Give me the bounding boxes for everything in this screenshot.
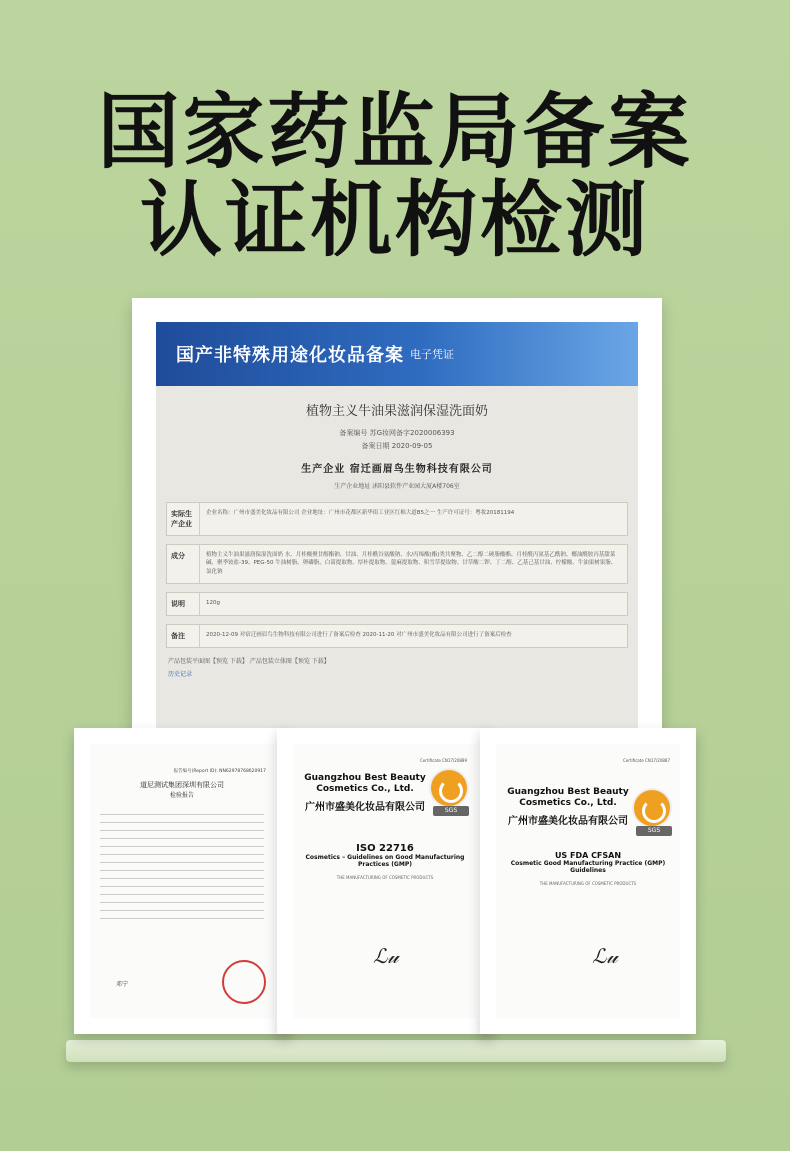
cert-row-label: 成分 xyxy=(167,545,200,583)
cert-row-value: 120g xyxy=(206,599,220,606)
iso-company-en: Guangzhou Best Beauty Cosmetics Co., Ltd. xyxy=(304,773,426,795)
headline-line-2: 认证机构检测 xyxy=(139,173,650,268)
iso-signature-icon: ℒ𝓊 xyxy=(373,944,399,968)
iso-company-cn: 广州市盛美化妆品有限公司 xyxy=(305,801,425,813)
certificate-rows xyxy=(166,502,628,648)
package-links[interactable]: 产品包装平面图【预览 下载】 产品包装立体图【预览 下载】 xyxy=(168,657,330,665)
test-report-frame xyxy=(74,728,290,1034)
fda-signature-icon: ℒ𝓊 xyxy=(592,944,618,968)
cert-row-label: 备注 xyxy=(167,625,200,647)
cert-row xyxy=(166,544,628,584)
iso-certificate xyxy=(293,744,477,1018)
maker-address: 生产企业地址 沭阳县软件产业园大厦A楼706室 xyxy=(334,482,460,490)
sgs-label: SGS xyxy=(433,806,469,816)
certificate-header-title: 国产非特殊用途化妆品备案 xyxy=(176,345,404,366)
report-table xyxy=(100,807,264,919)
certificate-header xyxy=(156,322,638,386)
iso-scope: THE MANUFACTURING OF COSMETIC PRODUCTS xyxy=(336,875,434,881)
cert-row xyxy=(166,592,628,616)
record-date: 备案日期 2020-09-05 xyxy=(361,442,433,451)
main-certificate xyxy=(156,322,638,762)
sgs-label: SGS xyxy=(636,826,672,836)
cert-row xyxy=(166,502,628,536)
fda-company-en: Guangzhou Best Beauty Cosmetics Co., Ltd. xyxy=(507,787,629,809)
headline-line-1: 国家药监局备案 xyxy=(97,85,693,180)
fda-cert-number: Certificate CN17/20887 xyxy=(623,758,670,763)
fda-standard-desc: Cosmetic Good Manufacturing Practice (GMP) Guidelines xyxy=(510,859,666,875)
cert-row-value: 企业名称：广州市盛美化妆品有限公司 企业地址：广州市花都区新华街工业区红棉大道B5之一 生产许可证号：粤妆20181194 xyxy=(206,509,515,516)
fda-certificate xyxy=(496,744,680,1018)
cert-row-label: 说明 xyxy=(167,593,200,615)
fda-company-cn: 广州市盛美化妆品有限公司 xyxy=(508,815,628,827)
sgs-logo-icon xyxy=(632,788,672,828)
certificate-header-suffix: 电子凭证 xyxy=(410,348,454,361)
test-report xyxy=(90,744,274,1018)
report-company: 道尼测试集团深圳有限公司 xyxy=(140,781,224,789)
red-seal-icon xyxy=(222,960,266,1004)
main-certificate-frame xyxy=(132,298,662,746)
report-number: 报告编号(Report ID): NN62978768620917 xyxy=(173,769,266,774)
iso-certificate-frame xyxy=(277,728,493,1034)
fda-standard: US FDA CFSAN xyxy=(554,850,622,860)
report-signature: 邓宁 xyxy=(116,981,129,988)
iso-cert-number: Certificate CN17/20889 xyxy=(420,758,467,763)
product-name: 植物主义牛油果滋润保湿洗面奶 xyxy=(305,404,488,419)
record-number: 备案编号 苏G妆网备字2020006393 xyxy=(339,429,455,437)
cert-row-value: 植物主义牛油果滋润保湿洗面奶 水、月桂酸聚甘醇酯钠、甘油、月桂酰谷氨酸钠、水/丙烯酸(酯)类共聚物、乙二醇二硬脂酸酯、月桂酰丙氨基乙酰钠、椰油酰胺丙基甜菜碱、聚季铵盐-39、PEG-50 牛油树脂、卵磷脂、白蒿提取物、厚朴提取物、蓖麻提取物、积雪草提取物、甘草酸二钾、丁二醇、乙基己基甘油、柠檬酸、牛油果树果脂、氯化钠 xyxy=(206,551,617,576)
display-shelf xyxy=(66,1040,726,1062)
fda-scope: THE MANUFACTURING OF COSMETIC PRODUCTS xyxy=(539,881,637,887)
fda-certificate-frame xyxy=(480,728,696,1034)
report-title: 检验报告 xyxy=(169,792,194,799)
iso-standard-desc: Cosmetics – Guidelines on Good Manufacturing Practices (GMP) xyxy=(305,853,465,869)
cert-row-value: 2020-12-09 对宿迁画眉鸟生物科技有限公司进行了备案后检查 2020-11-20 对广州市盛美化妆品有限公司进行了备案后检查 xyxy=(206,631,512,638)
history-link[interactable]: 历史记录 xyxy=(168,670,193,678)
cert-row-label: 实际生产企业 xyxy=(167,503,200,535)
maker: 生产企业 宿迁画眉鸟生物科技有限公司 xyxy=(301,463,493,475)
sgs-logo-icon xyxy=(429,768,469,808)
cert-row xyxy=(166,624,628,648)
iso-standard: ISO 22716 xyxy=(356,842,414,854)
